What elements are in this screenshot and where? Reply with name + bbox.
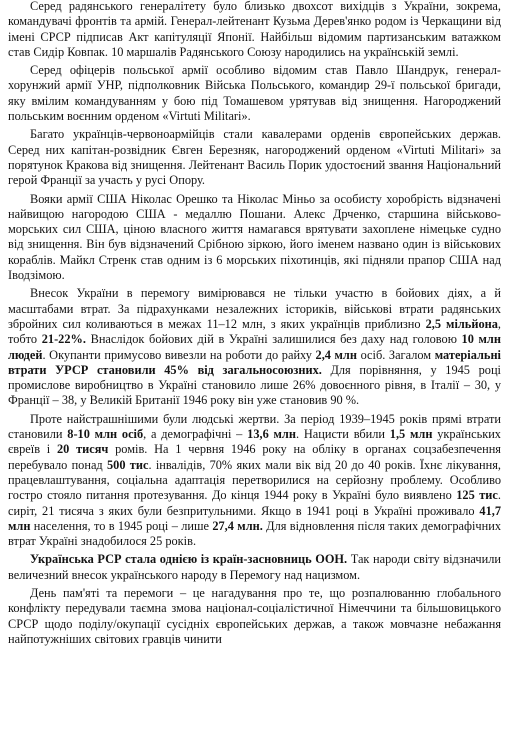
bold-text: матеріальні втрати УРСР становили 45% від загальносоюзних. [8,347,501,377]
text-run: Серед радянського генералітету було близько двохсот вихідців з України, зокрема, командувачі фронтів та армій. Генерал-лейтенант Кузьма Дерев'янко родом із Черкащини від імені СРСР підписав Акт капітуляції Японії. Найбільш відомим партизанським ватажком став Сидір Ковпак. 10 маршалів Радянського Союзу народились на українській землі. [8,0,501,59]
bold-text: 125 тис [456,488,498,503]
text-run: Так народи світу відзначили величезний внесок українського народу в Перемогу над нацизмом. [8,552,501,582]
bold-text: 41,7 млн [8,503,501,533]
text-run: Внаслідок бойових дій в Україні залишилися без даху над головою [85,332,462,347]
bold-text: 2,5 мільйона [425,316,498,331]
text-run: Внесок України в перемогу вимірювався не тільки участю в бойових діях, а й масштабами втрат. За підрахунками незалежних істориків, військові втрати радянських збройних сил коливаються в межах 11–12 млн, з яких українців приблизно [8,286,501,331]
text-run: Багато українців-червоноармійців стали кавалерами орденів європейських держав. Серед них капітан-розвідник Євген Березняк, нагороджений орденом «Virtuti Militari» за порятунок Кракова від знищення. Лейтенант Василь Порик удостоєний звання Національний герой Франції за участь у русі Опору. [8,127,501,188]
bold-text: Українська РСР стала однією із країн-засновниць ООН. [30,552,348,567]
bold-text: 13,6 млн [247,427,296,442]
text-run: осіб. Загалом [356,347,435,362]
text-run: . Нацисти вбили [295,427,390,442]
paragraph-4 [8,192,501,284]
bold-text: 10 млн людей [8,332,501,362]
text-run: Серед офіцерів польської армії особливо відомим став Павло Шандрук, генерал-хорунжий армії УНР, підполковник Війська Польського, командир 29-ї польської бригади, яку вмілим командуванням у бою під Томашевом урятував від знищення. Нагороджений польським воєнним орденом «Virtuti Militari». [8,63,501,124]
text-run: День пам'яті та перемоги – це нагадування про те, що розпалюванню глобального конфлікту передували таємна змова націонал-соціалістичної Німеччини та більшовицького СРСР щодо поділу/окупації сусідніх європейських держав, а також мовчазне небажання найпотужніших світових гравців чинити [8,585,501,646]
text-run: Вояки армії США Ніколас Орешко та Ніколас Міньо за особисту хоробрість відзначені найвищою нагородою США - медаллю Пошани. Алекс Дрченко, старшина військово-морських сил США, ціною власного життя намагався врятувати захоплене німецьке судно від знищення. Він був відзначений Срібною зіркою, його іменем названо один із військових кораблів. Майкл Стренк став одним із 6 морських піхотинців, які підняли прапор США над Іводзімою. [8,191,501,283]
paragraph-2 [8,63,501,124]
bold-text: 500 тис [107,457,149,472]
text-run: Для відновлення після таких демографічних втрат Україні знадобилося 25 років. [8,518,501,549]
text-run: . інвалідів, 70% яких мали вік від 20 до 40 років. Їхнє лікування, працевлаштування, соціальна адаптація перетворилися на серйозну проблему. Особливо гостро стояло питання протезування. До кінця 1944 року в Україні було виявлено [8,457,501,503]
paragraph-7 [8,552,501,583]
bold-text: 21-22%. [41,332,86,347]
paragraph-1 [8,0,501,60]
text-run: населення, то в 1945 році – лише [30,518,213,533]
text-run: . Окупанти примусово вивезли на роботи до райху [42,347,316,362]
text-run: Проте найстрашнішими були людські жертви. За період 1939–1945 років прямі втрати становили [8,411,501,442]
bold-text: 20 тисяч [56,442,109,457]
paragraph-3 [8,127,501,188]
text-run: . сиріт, 21 тисяча з яких були безпритульними. Якщо в 1941 році в Україні проживало [8,488,501,518]
bold-text: 27,4 млн. [212,518,263,533]
text-run: , а демографічні – [143,427,248,442]
bold-text: 8-10 млн осіб [67,427,144,442]
text-run: Для порівняння, у 1945 році промислове виробництво в Україні становило лише 26% довоєнного рівня, в Італії – 30, у Франції – 38, у Великій Британії 1946 року він уже становив 90 %. [8,362,501,408]
bold-text: 1,5 млн [389,427,433,442]
paragraph-5 [8,286,501,408]
paragraph-8 [8,586,501,647]
text-run: , тобто [8,316,501,347]
paragraph-6 [8,412,501,550]
bold-text: 2,4 млн [315,347,357,362]
document-body [8,0,501,647]
text-run: ромів. На 1 червня 1946 року на обліку в органах соцзабезпечення перебувало понад [8,442,501,472]
text-run: українських євреїв і [8,427,501,457]
